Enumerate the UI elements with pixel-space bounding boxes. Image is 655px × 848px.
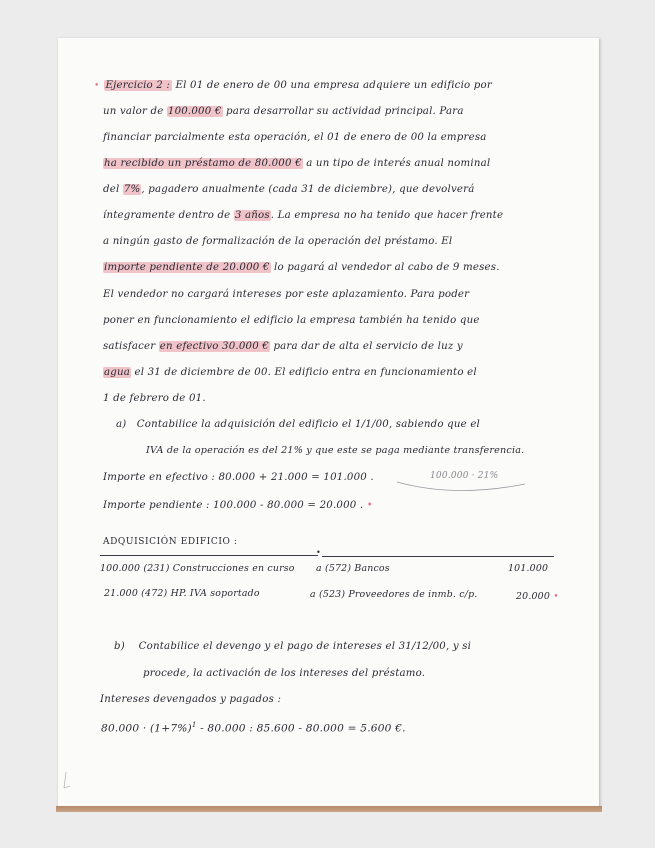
pen-mark-icon	[60, 770, 74, 792]
bullet-icon: •	[94, 81, 100, 91]
rule-dot-icon: •	[316, 548, 321, 557]
entry-heading: ADQUISICIÓN EDIFICIO :	[103, 537, 238, 547]
part-b-question-line-2: procede, la activación de los intereses del préstamo.	[143, 668, 426, 679]
highlighted-text: 3 años	[234, 210, 270, 221]
statement-line	[103, 184, 474, 195]
statement-text: financiar parcialmente esta operación, el 01 de enero de 00 la empresa	[103, 132, 487, 143]
part-a-question-line-1	[116, 419, 480, 430]
statement-line	[103, 236, 452, 247]
statement-line	[103, 393, 206, 404]
journal-rule-left	[100, 555, 318, 556]
statement-text: íntegramente dentro de	[103, 210, 234, 221]
formula-left: 80.000 · (1+7%)	[101, 722, 192, 735]
part-b-question-line-1	[114, 641, 471, 652]
interest-formula	[101, 721, 406, 735]
statement-text: un valor de	[103, 106, 167, 117]
journal-entry-1-debit: 100.000 (231) Construcciones en curso	[100, 563, 295, 574]
statement-line	[103, 262, 500, 273]
statement-text: del	[103, 184, 123, 195]
statement-text: el 31 de diciembre de 00. El edificio entra en funcionamiento el	[131, 367, 477, 378]
statement-text: El vendedor no cargará intereses por este aplazamiento. Para poder	[103, 289, 470, 300]
pendiente-dot-icon: •	[366, 500, 373, 511]
statement-text: 1 de febrero de 01.	[103, 393, 206, 404]
statement-line	[103, 210, 503, 221]
statement-text: . La empresa no ha tenido que hacer frente	[270, 210, 504, 221]
highlighted-text: 100.000 €	[167, 106, 222, 117]
statement-text: poner en funcionamiento el edificio la empresa también ha tenido que	[103, 315, 480, 326]
formula-exponent: 1	[191, 721, 197, 729]
part-a-question-line-2: IVA de la operación es del 21% y que este se paga mediante transferencia.	[146, 445, 525, 456]
journal-rule-right	[322, 556, 554, 557]
formula-right: - 80.000 : 85.600 - 80.000 = 5.600 €.	[196, 722, 406, 735]
statement-text: para desarrollar su actividad principal. Para	[222, 106, 464, 117]
highlighted-text: agua	[104, 367, 131, 378]
journal-entry-1-amount: 101.000	[508, 563, 549, 574]
highlighted-text: 7%	[123, 184, 141, 195]
part-a-label: a)	[116, 419, 127, 430]
journal-entry-2-credit: a (523) Proveedores de inmb. c/p.	[310, 589, 478, 600]
efectivo-side-note: 100.000 · 21%	[430, 471, 499, 481]
part-b-label: b)	[114, 641, 125, 652]
side-note-arc-icon	[395, 478, 530, 496]
statement-text: para dar de alta el servicio de luz y	[270, 341, 463, 352]
amount-dot-icon: •	[553, 591, 559, 602]
importe-pendiente	[103, 500, 373, 511]
journal-entry-2-debit: 21.000 (472) HP. IVA soportado	[104, 588, 260, 599]
statement-line	[103, 289, 469, 300]
exercise-title: Ejercicio 2 :	[105, 80, 171, 91]
highlighted-text: importe pendiente de 20.000 €	[104, 262, 270, 273]
entry-2-amount-text: 20.000	[516, 591, 551, 602]
statement-line	[103, 341, 463, 352]
part-b-text-1: Contabilice el devengo y el pago de intereses el 31/12/00, y si	[138, 641, 472, 652]
statement-line	[103, 132, 487, 143]
journal-entry-2-amount	[516, 591, 559, 602]
statement-line	[103, 315, 480, 326]
part-a-text-1: Contabilice la adquisición del edificio el 1/1/00, sabiendo que el	[136, 419, 481, 430]
statement-text: satisfacer	[103, 341, 159, 352]
importe-efectivo: Importe en efectivo : 80.000 + 21.000 = 101.000 .	[103, 472, 374, 483]
statement-line	[94, 80, 492, 91]
statement-line	[103, 158, 490, 169]
page-edge	[56, 806, 602, 812]
journal-entry-1-credit: a (572) Bancos	[316, 563, 390, 574]
highlighted-text: en efectivo 30.000 €	[159, 341, 269, 352]
highlighted-text: ha recibido un préstamo de 80.000 €	[104, 158, 302, 169]
pendiente-text: Importe pendiente : 100.000 - 80.000 = 20.000 .	[103, 500, 364, 511]
statement-line	[103, 367, 477, 378]
statement-text: a ningún gasto de formalización de la operación del préstamo. El	[103, 236, 453, 247]
statement-text: lo pagará al vendedor al cabo de 9 meses.	[270, 262, 500, 273]
statement-line	[103, 106, 464, 117]
statement-text: , pagadero anualmente (cada 31 de diciembre), que devolverá	[141, 184, 475, 195]
statement-text: a un tipo de interés anual nominal	[302, 158, 491, 169]
statement-text: El 01 de enero de 00 una empresa adquiere un edificio por	[175, 80, 492, 91]
part-b-heading: Intereses devengados y pagados :	[100, 694, 282, 705]
